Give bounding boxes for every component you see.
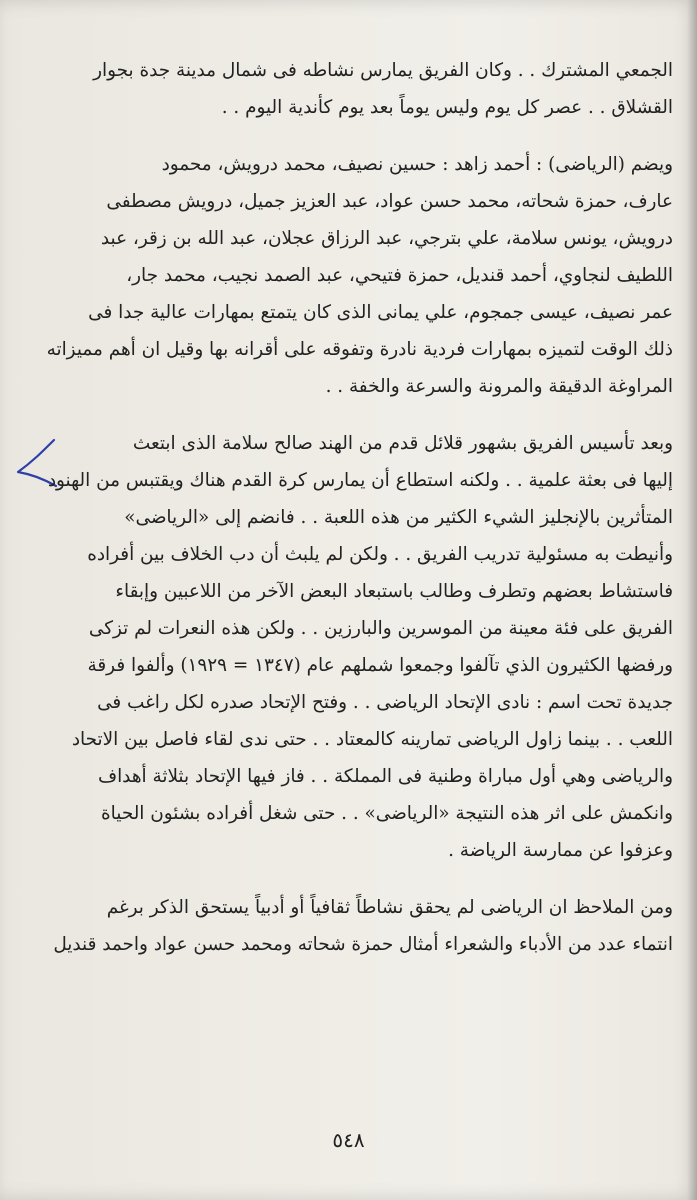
text-line: المتأثرين بالإنجليز الشيء الكثير من هذه اللعبة . . فانضم إلى «الرياضى» <box>124 507 673 528</box>
text-line: وعزفوا عن ممارسة الرياضة . <box>448 840 673 861</box>
page-shadow-edge <box>687 0 697 1200</box>
paragraph-1 <box>30 52 673 126</box>
paragraph-2 <box>30 146 673 405</box>
text-line: والرياضى وهي أول مباراة وطنية فى المملكة . . فاز فيها الإتحاد بثلاثة أهداف <box>98 766 673 787</box>
text-line: جديدة تحت اسم : نادى الإتحاد الرياضى . . وفتح الإتحاد صدره لكل راغب فى <box>97 692 673 713</box>
text-line: عمر نصيف، عيسى جمجوم، علي يمانى الذى كان يتمتع بمهارات عالية جدا فى <box>88 302 673 323</box>
text-line: القشلاق . . عصر كل يوم وليس يوماً بعد يوم كأندية اليوم . . <box>221 97 673 118</box>
text-line: الجمعي المشترك . . وكان الفريق يمارس نشاطه فى شمال مدينة جدة بجوار <box>93 60 673 81</box>
text-line: إليها فى بعثة علمية . . ولكنه استطاع أن يمارس كرة القدم هناك ويقتبس من الهنود <box>47 470 673 491</box>
text-line: الفريق على فئة معينة من الموسرين والبارزين . . ولكن هذه النعرات لم تزكى <box>88 618 673 639</box>
text-line: وبعد تأسيس الفريق بشهور قلائل قدم من الهند صالح سلامة الذى ابتعث <box>132 433 673 454</box>
text-line: عارف، حمزة شحاته، محمد حسن عواد، عبد العزيز جميل، درويش مصطفى <box>106 191 673 212</box>
text-line: ذلك الوقت لتميزه بمهارات فردية نادرة وتفوقه على أقرانه بها وقيل ان أهم مميزاته <box>46 339 673 360</box>
text-line: وأنيطت به مسئولية تدريب الفريق . . ولكن لم يلبث أن دب الخلاف بين أفراده <box>87 544 673 565</box>
text-line: فاستشاط بعضهم وتطرف وطالب باستبعاد البعض الآخر من اللاعبين وإبقاء <box>115 581 673 602</box>
page-number: ٥٤٨ <box>332 1128 365 1152</box>
text-line: المراوغة الدقيقة والمرونة والسرعة والخفة . . <box>325 376 673 397</box>
body-text <box>30 52 673 983</box>
text-line: اللطيف لنجاوي، أحمد قنديل، حمزة فتيحي، عبد الصمد نجيب، محمد جار، <box>126 265 673 286</box>
text-line: ورفضها الكثيرون الذي تآلفوا وجمعوا شملهم عام (١٣٤٧ = ١٩٢٩) وألفوا فرقة <box>87 655 673 676</box>
paragraph-3 <box>30 425 673 869</box>
text-line: اللعب . . بينما زاول الرياضى تمارينه كالمعتاد . . حتى ندى لقاء فاصل بين الاتحاد <box>71 729 673 750</box>
text-line: ويضم (الرياضى) : أحمد زاهد : حسين نصيف، محمد درويش، محمود <box>161 154 673 175</box>
text-line: درويش، يونس سلامة، علي بترجي، عبد الرزاق عجلان، عبد الله بن زقر، عبد <box>100 228 673 249</box>
text-line: ومن الملاحظ ان الرياضى لم يحقق نشاطاً ثقافياً أو أدبياً يستحق الذكر برغم <box>106 897 673 918</box>
paragraph-4 <box>30 889 673 963</box>
text-line: وانكمش على اثر هذه النتيجة «الرياضى» . . حتى شغل أفراده بشئون الحياة <box>101 803 673 824</box>
text-line: انتماء عدد من الأدباء والشعراء أمثال حمزة شحاته ومحمد حسن عواد واحمد قنديل <box>53 934 673 955</box>
